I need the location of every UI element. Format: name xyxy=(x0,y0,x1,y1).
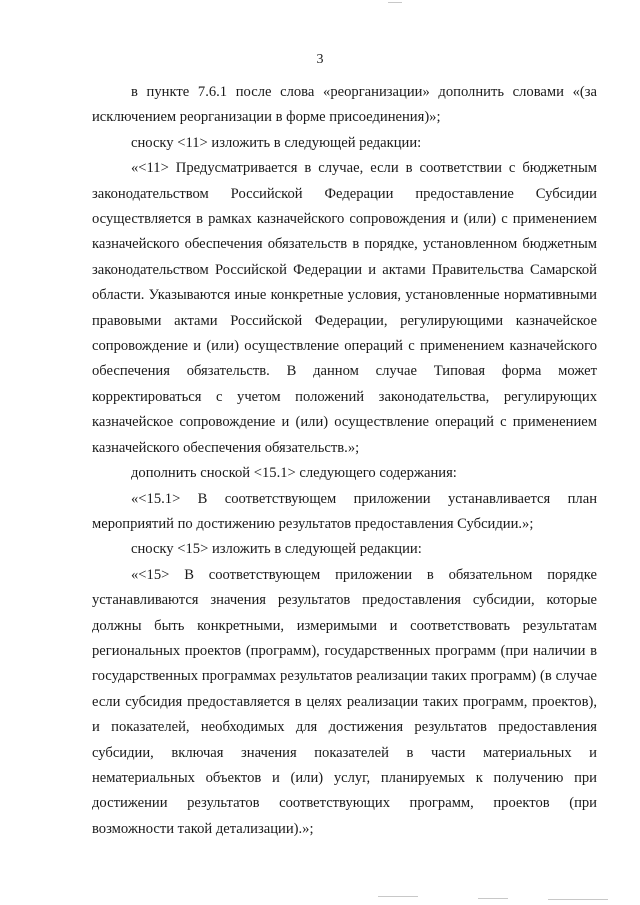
paragraph-footnote-15-text: «<15> В соответствующем приложении в обязательном порядке устанавливаются значения результатов предоставления субсидии, которые должны быть конкретными, измеримыми и соответствовать результатам региональных проектов (программ), государственных программ (при наличии в государственных программах результатов реализации таких программ) (в случае если субсидия предоставляется в целях реализации таких программ, проектов), и показателей, необходимых для достижения результатов предоставления субсидии, включая значения показателей в части материальных и нематериальных объектов и (или) услуг, планируемых к получению при достижении результатов соответствующих программ, проектов (при возможности такой детализации).»; xyxy=(92,566,597,837)
paragraph-footnote-15-1-text: «<15.1> В соответствующем приложении устанавливается план мероприятий по достижению результатов предоставления Субсидии.»; xyxy=(92,490,597,532)
scan-artifact-bottom-2 xyxy=(478,898,508,899)
paragraph-footnote-11-intro: сноску <11> изложить в следующей редакции: xyxy=(131,134,422,151)
paragraph-amend-7-6-1: в пункте 7.6.1 после слова «реорганизации» дополнить словами «(за исключением реорганизации в форме присоединения)»; xyxy=(92,84,597,126)
scan-artifact-top xyxy=(388,2,402,3)
paragraph-footnote-15-1-intro: дополнить сноской <15.1> следующего содержания: xyxy=(131,465,457,482)
document-body xyxy=(92,80,597,842)
paragraph-footnote-11-text: «<11> Предусматривается в случае, если в соответствии с бюджетным законодательством Российской Федерации предоставление Субсидии осуществляется в рамках казначейского сопровождения и (или) с применением казначейского обеспечения обязательств в порядке, установленном бюджетным законодательством Российской Федерации и актами Правительства Самарской области. Указываются иные конкретные условия, установленные нормативными правовыми актами Российской Федерации, регулирующими казначейское сопровождение и (или) осуществление операций с применением казначейского обеспечения обязательств. В данном случае Типовая форма может корректироваться с учетом положений законодательства, регулирующих казначейское сопровождение и (или) осуществление операций с применением казначейского обеспечения обязательств.»; xyxy=(92,160,597,456)
paragraph-footnote-15-intro: сноску <15> изложить в следующей редакции: xyxy=(131,541,422,558)
scan-artifact-bottom-1 xyxy=(378,896,418,897)
scan-artifact-bottom-3 xyxy=(548,899,608,900)
page-number: 3 xyxy=(316,52,324,67)
